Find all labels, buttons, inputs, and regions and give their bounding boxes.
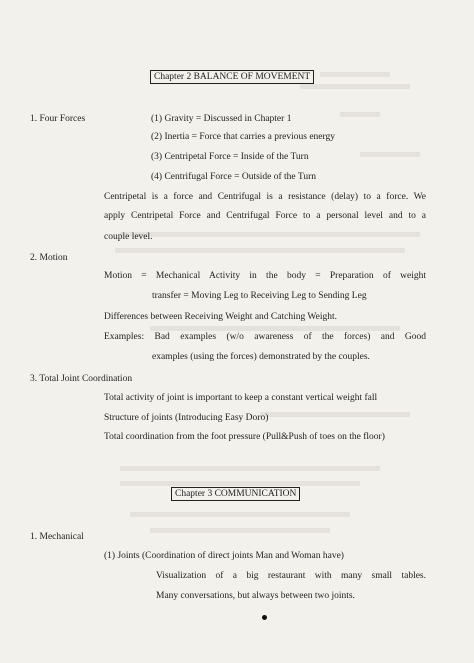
- show-through-mark: [120, 466, 380, 471]
- show-through-mark: [130, 512, 350, 517]
- section-four-forces-label: 1. Four Forces: [30, 114, 86, 124]
- joint-line: Total coordination from the foot pressure (Pull&Push of toes on the floor): [104, 432, 385, 442]
- mechanical-line: Many conversations, but always between two joints.: [156, 591, 355, 601]
- page-bullet-mark: [262, 615, 267, 620]
- show-through-mark: [340, 112, 380, 117]
- show-through-mark: [150, 528, 330, 533]
- show-through-mark: [300, 84, 410, 89]
- motion-line: Motion = Mechanical Activity in the body = Preparation of weight: [104, 271, 426, 281]
- paragraph-line: Centripetal is a force and Centrifugal is a resistance (delay) to a force. We: [104, 192, 426, 202]
- joint-line: Structure of joints (Introducing Easy Doro): [104, 413, 269, 423]
- show-through-mark: [120, 232, 420, 237]
- motion-line: Differences between Receiving Weight and Catching Weight.: [104, 312, 337, 322]
- show-through-mark: [120, 481, 360, 486]
- show-through-mark: [260, 412, 410, 417]
- chapter-3-heading: Chapter 3 COMMUNICATION: [171, 487, 300, 501]
- paragraph-line: apply Centripetal Force and Centrifugal Force to a personal level and to a: [104, 211, 426, 221]
- motion-line: Examples: Bad examples (w/o awareness of the forces) and Good: [104, 332, 426, 342]
- joint-line: Total activity of joint is important to keep a constant vertical weight fall: [104, 393, 378, 403]
- mechanical-line: Visualization of a big restaurant with many small tables.: [156, 571, 426, 581]
- section-mechanical-label: 1. Mechanical: [30, 532, 84, 542]
- show-through-mark: [115, 248, 405, 253]
- motion-line: transfer = Moving Leg to Receiving Leg to Sending Leg: [152, 291, 367, 301]
- show-through-mark: [320, 72, 390, 77]
- chapter-2-heading: Chapter 2 BALANCE OF MOVEMENT: [150, 70, 314, 84]
- section-total-joint-label: 3. Total Joint Coordination: [30, 374, 133, 384]
- mechanical-item: (1) Joints (Coordination of direct joints Man and Woman have): [104, 551, 344, 561]
- force-item: (2) Inertia = Force that carries a previous energy: [151, 132, 336, 142]
- show-through-mark: [360, 152, 420, 157]
- motion-line: examples (using the forces) demonstrated by the couples.: [152, 352, 370, 362]
- force-item: (4) Centrifugal Force = Outside of the Turn: [151, 172, 316, 182]
- force-item: (1) Gravity = Discussed in Chapter 1: [151, 114, 292, 124]
- paragraph-line: couple level.: [104, 232, 153, 242]
- section-motion-label: 2. Motion: [30, 253, 68, 263]
- force-item: (3) Centripetal Force = Inside of the Turn: [151, 152, 309, 162]
